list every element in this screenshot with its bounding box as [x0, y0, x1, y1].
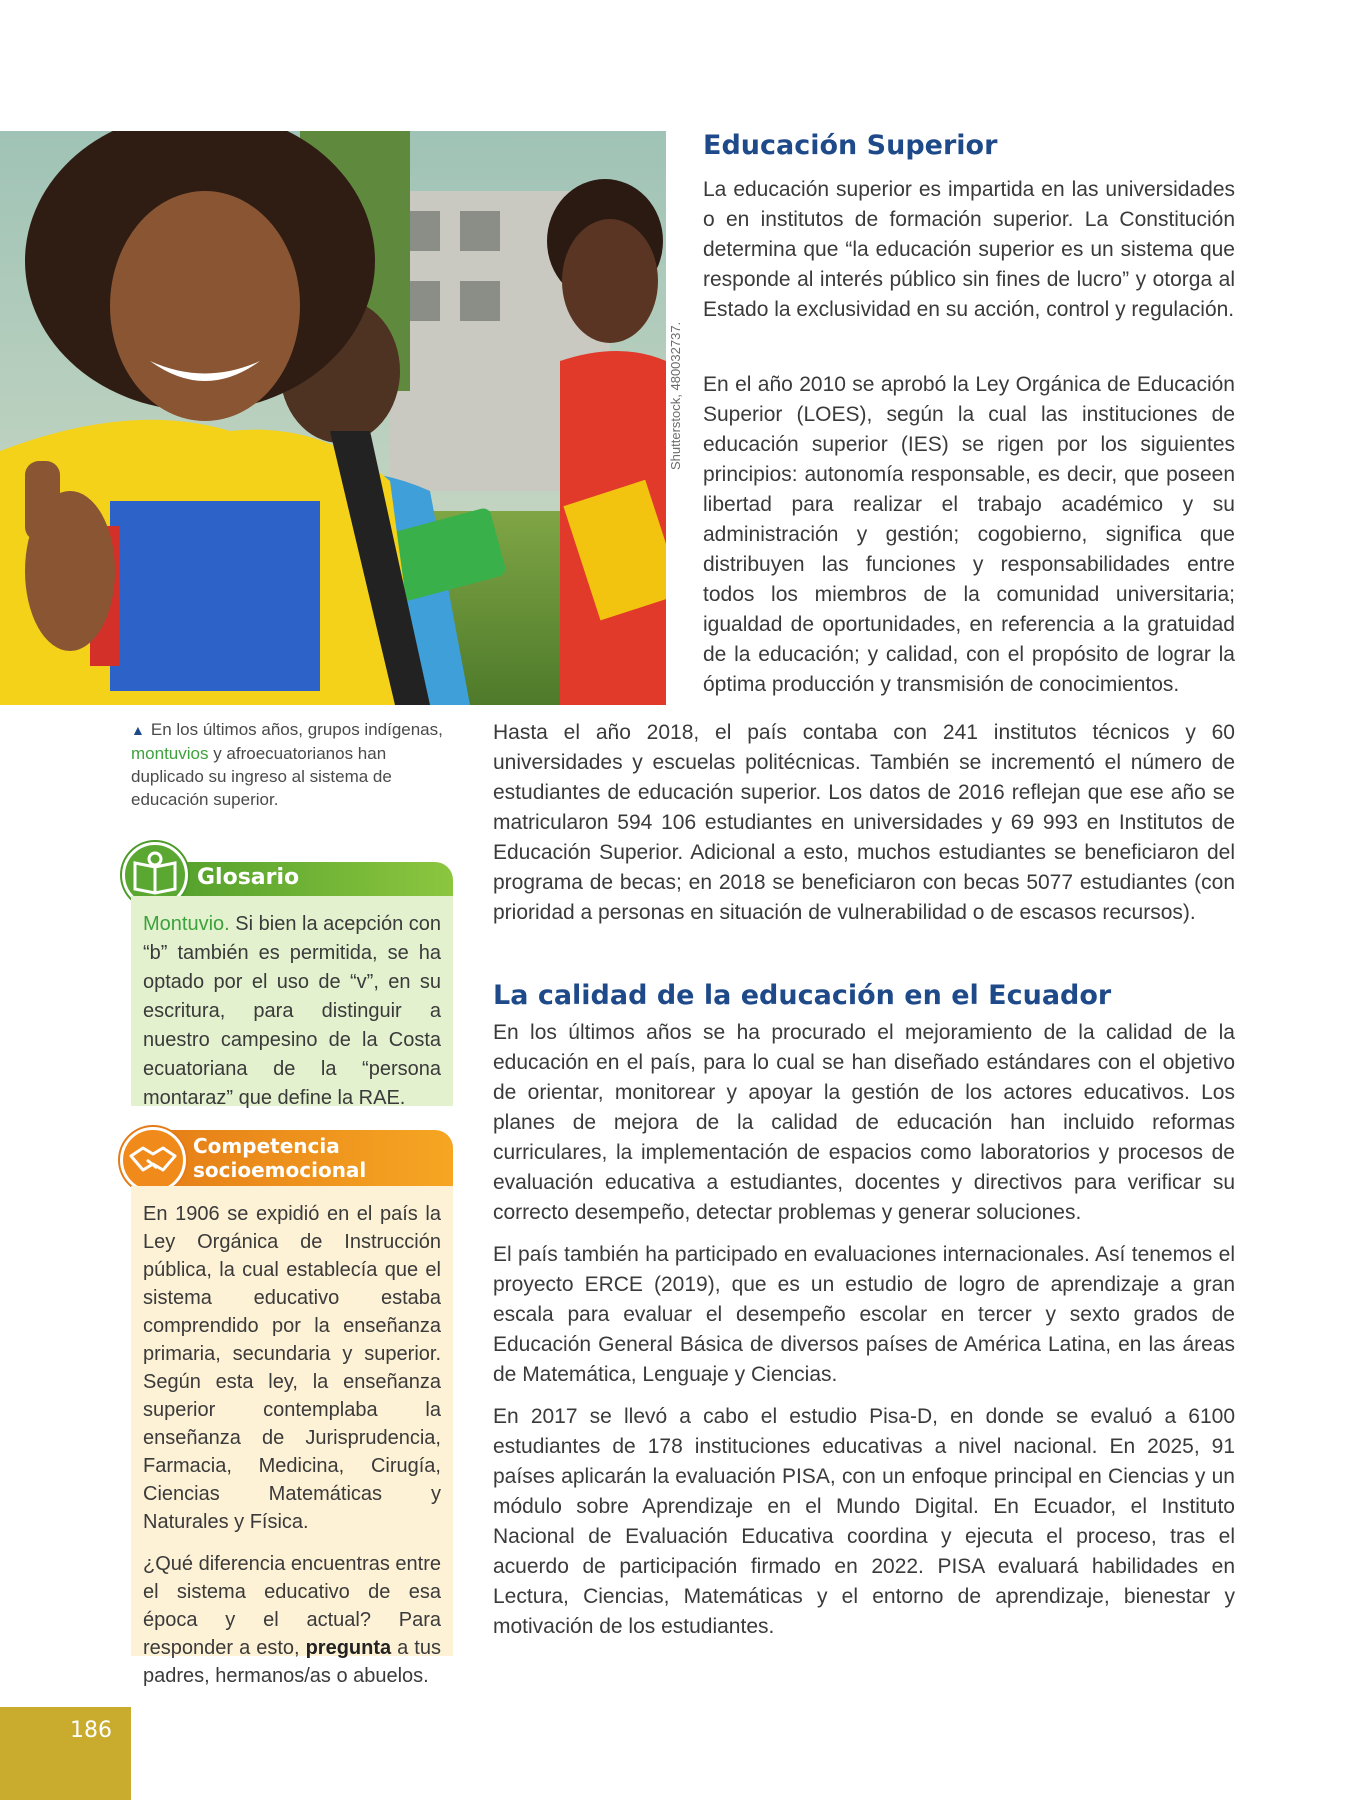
competencia-question-end: a tus padres, hermanos/as o abuelos.	[143, 1637, 441, 1687]
paragraph: El país también ha participado en evaluaciones internacionales. Así tenemos el proyecto ERCE (2019), que es un estudio de logro de aprendizaje a gran escala para evaluar el desempeño escolar en tercer y sexto grados de Educación General Básica de diversos países de América Latina, en las áreas de Matemática, Lenguaje y Ciencias.	[493, 1243, 1235, 1386]
paragraph: En los últimos años se ha procurado el mejoramiento de la calidad de la educación en el país, para lo cual se han diseñado estándares con el objetivo de orientar, monitorear y apoyar la gestión de los actores educativos. Los planes de mejora de la calidad de educación han incluido reformas curriculares, la implementación de espacios como laboratorios y procesos de evaluación educativa a estudiantes, docentes y directivos para verificar su correcto desempeño, detectar problemas y generar soluciones.	[493, 1021, 1235, 1224]
glosario-definition	[143, 910, 441, 1113]
page-number: 186	[70, 1718, 112, 1743]
paragraph: En 2017 se llevó a cabo el estudio Pisa-D, en donde se evaluó a 6100 estudiantes de 178 instituciones educativas a nivel nacional. En 2025, 91 países aplicarán la evaluación PISA, con un enfoque principal en Ciencias y un módulo sobre Aprendizaje en el Mundo Digital. En Ecuador, el Instituto Nacional de Evaluación Educativa coordina y ejecuta el proceso, tras el acuerdo de participación firmado en 2022. PISA evaluará habilidades en Lectura, Ciencias, Matemáticas y el entorno de aprendizaje, bienestar y motivación de los estudiantes.	[493, 1405, 1235, 1638]
glosario-box	[131, 896, 453, 1109]
paragraph: En el año 2010 se aprobó la Ley Orgánica de Educación Superior (LOES), según la cual las instituciones de educación superior (IES) se rigen por los siguientes principios: autonomía responsable, es decir, que poseen libertad para realizar el trabajo académico y su administración y gestión; cogobierno, significa que distribuyen las funciones y responsabilidades entre todos los miembros de la comunidad universitaria; igualdad de oportunidades, en referencia a la gratuidad de la educación; y calidad, con el propósito de lograr la óptima producción y transmisión de conocimientos.	[703, 373, 1235, 696]
photo-credit: Shutterstock, 480032737.	[668, 321, 683, 470]
competencia-paragraph-2	[143, 1550, 441, 1690]
competencia-box	[131, 1186, 453, 1687]
competencia-paragraph-1: En 1906 se expidió en el país la Ley Orgánica de Instrucción pública, la cual establecía que el sistema educativo estaba comprendido por la enseñanza primaria, secundaria y superior. Según esta ley, la enseñanza superior contemplaba la enseñanza de Jurisprudencia, Farmacia, Medicina, Cirugía, Ciencias Matemáticas y Naturales y Física.	[143, 1203, 441, 1533]
section-title-educacion-superior: Educación Superior	[703, 130, 998, 161]
triangle-icon: ▲	[131, 722, 145, 738]
paragraph: La educación superior es impartida en las universidades o en institutos de formación superior. La Constitución determina que “la educación superior es un sistema que responde al interés público sin fines de lucro” y otorga al Estado la exclusividad en su acción, control y regulación.	[703, 178, 1235, 321]
competencia-bold: pregunta	[305, 1637, 392, 1659]
handshake-icon	[120, 1127, 186, 1193]
competencia-title: Competencia socioemocional	[193, 1134, 367, 1182]
glosario-text: Si bien la acepción con “b” también es permitida, se ha optado por el uso de “v”, en su escritura, para distinguir a nuestro campesino de la Costa ecuatoriana de la “persona montaraz” que define la RAE.	[143, 913, 441, 1109]
glosario-title: Glosario	[197, 865, 300, 890]
caption-text-1: En los últimos años, grupos indígenas,	[150, 720, 443, 739]
students-photo	[0, 131, 666, 705]
paragraph: Hasta el año 2018, el país contaba con 241 institutos técnicos y 60 universidades y escuelas politécnicas. También se incrementó el número de estudiantes de educación superior. Los datos de 2016 reflejan que ese año se matricularon 594 106 estudiantes en universidades y 69 993 en Institutos de Educación Superior. Adicional a esto, muchos estudiantes se beneficiaron del programa de becas; en 2018 se beneficiaron con becas 5077 estudiantes (con prioridad a personas en situación de vulnerabilidad o de escasos recursos).	[493, 721, 1235, 924]
photo-students	[0, 131, 666, 705]
section-title-calidad: La calidad de la educación en el Ecuador	[493, 980, 1112, 1011]
photo-caption	[131, 718, 461, 811]
caption-text-2: y afroecuatorianos han duplicado su ingreso al sistema de educación superior.	[131, 744, 392, 809]
competencia-question: ¿Qué diferencia encuentras entre el sistema educativo de esa época y el actual? Para responder a esto,	[143, 1553, 441, 1659]
caption-highlight: montuvios	[131, 744, 209, 763]
glosario-term: Montuvio.	[143, 913, 230, 935]
